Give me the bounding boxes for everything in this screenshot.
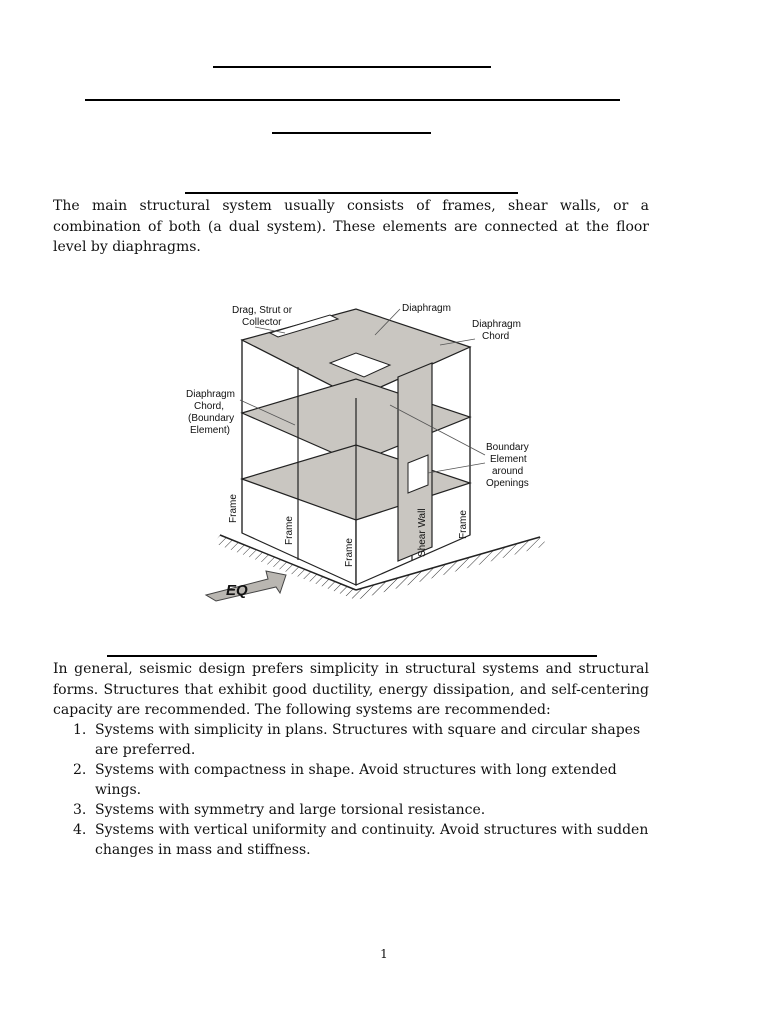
building-diagram [180,295,560,610]
page-number: 1 [380,947,388,961]
list-item: 3. Systems with symmetry and large torsional resistance. [73,802,486,818]
section-heading-rule-2 [107,655,597,657]
intro-paragraph: The main structural system usually consists of frames, shear walls, or a combination of both (a dual system). These elements are connected at the floor level by diaphragms. [53,198,649,255]
label-chord-top-1: Diaphragm [472,319,521,330]
list-item: 1. Systems with simplicity in plans. Structures with square and circular shapes are preferred. [73,722,641,758]
section-heading-rule-1 [185,192,518,194]
label-chord-left-3: (Boundary [188,413,235,424]
eq-arrow [206,571,286,601]
label-chord-left-4: Element) [190,425,231,436]
section2-paragraph: In general, seismic design prefers simplicity in structural systems and structural forms. Structures that exhibit good ductility, energy dissipation, and self-centering capacity are recommended. The following systems are recommended: [53,661,649,718]
label-frame-2: Frame [284,516,295,545]
structural-system-figure [180,295,560,610]
recommendations-list [53,720,649,860]
list-item: 2. Systems with compactness in shape. Avoid structures with long extended wings. [73,762,617,798]
label-boundary-3: around [492,466,524,477]
label-drag-2: Collector [242,317,282,328]
label-drag-1: Drag, Strut or [232,305,293,316]
label-frame-3: Frame [344,538,355,567]
label-chord-left-1: Diaphragm [186,389,235,400]
title-rule-1 [213,66,491,68]
label-shear-wall: Shear Wall [417,508,428,557]
label-boundary-1: Boundary [486,442,529,453]
label-frame-1: Frame [228,494,239,523]
label-eq: EQ [226,582,248,599]
label-boundary-4: Openings [486,478,529,489]
title-rule-3 [272,132,431,134]
label-frame-4: Frame [458,510,469,539]
label-diaphragm: Diaphragm [402,303,451,314]
list-item: 4. Systems with vertical uniformity and continuity. Avoid structures with sudden changes in mass and stiffness. [73,822,649,858]
label-boundary-2: Element [490,454,527,465]
label-chord-left-2: Chord, [194,401,225,412]
label-chord-top-2: Chord [482,331,510,342]
title-rule-2 [85,99,620,101]
